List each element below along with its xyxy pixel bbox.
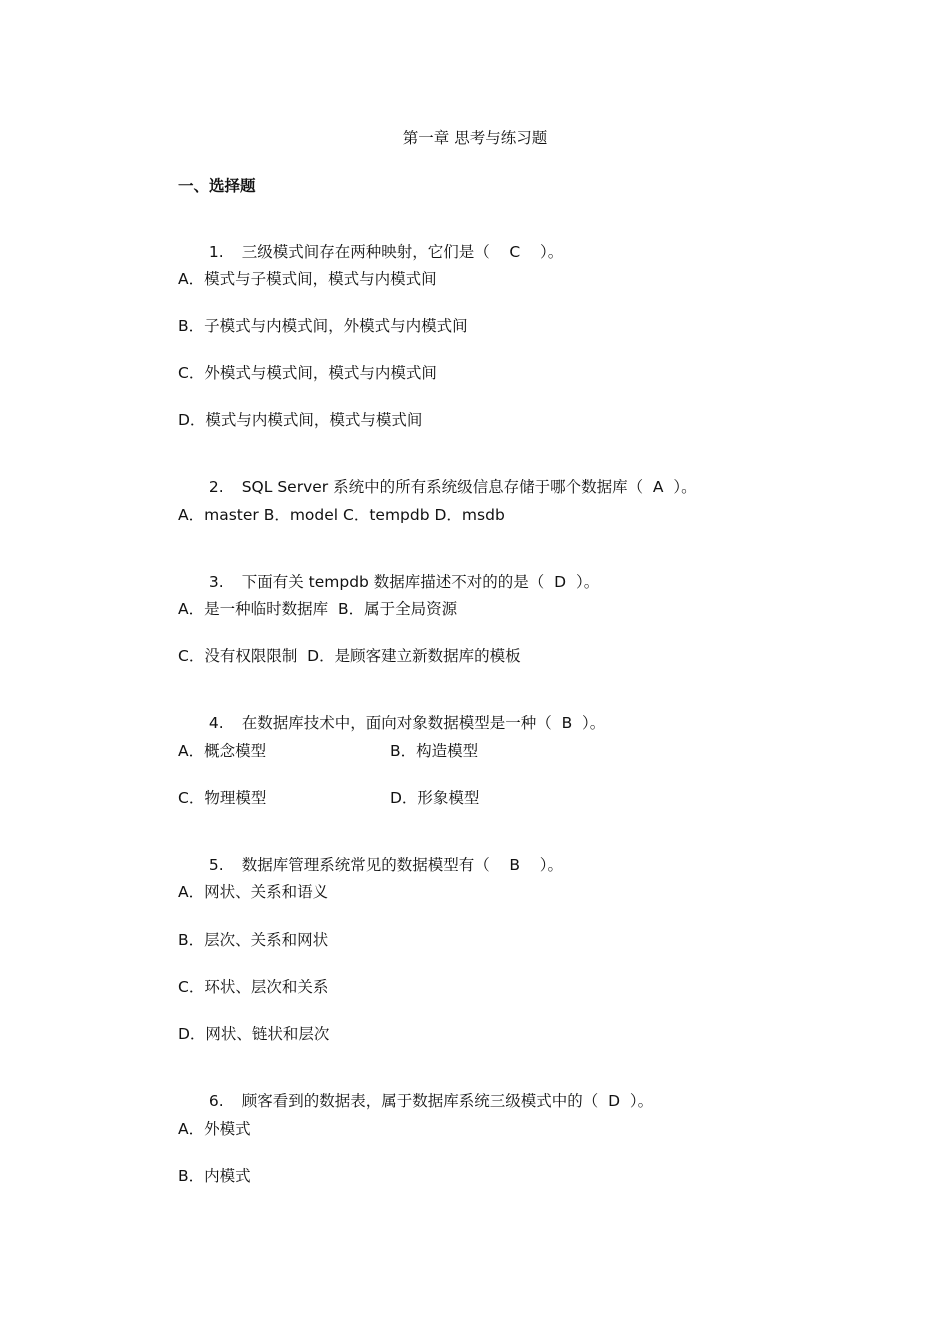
question-number: 4. xyxy=(208,714,224,732)
question-text: SQL Server 系统中的所有系统级信息存储于哪个数据库（ A ）。 xyxy=(241,478,697,496)
option-line: B．子模式与内模式间，外模式与内模式间 xyxy=(178,317,468,335)
question-number: 2. xyxy=(208,478,224,496)
question-text: 顾客看到的数据表，属于数据库系统三级模式中的（ D ）。 xyxy=(241,1092,654,1110)
option-line: B．层次、关系和网状 xyxy=(178,931,329,949)
option-line: A．master B．model C．tempdb D．msdb xyxy=(178,506,505,524)
option-line: C．外模式与模式间，模式与内模式间 xyxy=(178,364,437,382)
option-line: B．内模式 xyxy=(178,1167,251,1185)
option-line: A．外模式 xyxy=(178,1120,251,1138)
question-number: 1. xyxy=(208,243,224,261)
chapter-title: 第一章 思考与练习题 xyxy=(402,129,548,147)
option-line: C．没有权限限制 D．是顾客建立新数据库的模板 xyxy=(178,647,521,665)
option-line: A．模式与子模式间，模式与内模式间 xyxy=(178,270,437,288)
option-line: D．网状、链状和层次 xyxy=(178,1025,330,1043)
question-text: 三级模式间存在两种映射，它们是（ C ）。 xyxy=(241,243,564,261)
question-text: 数据库管理系统常见的数据模型有（ B ）。 xyxy=(241,856,564,874)
question-number: 6. xyxy=(208,1092,224,1110)
option-line: A．概念模型 xyxy=(178,742,267,760)
option-line: B．构造模型 xyxy=(390,742,479,760)
option-line: C．环状、层次和关系 xyxy=(178,978,329,996)
option-line: C．物理模型 xyxy=(178,789,267,807)
question-number: 3. xyxy=(208,573,224,591)
option-line: D．模式与内模式间，模式与模式间 xyxy=(178,411,423,429)
option-line: D．形象模型 xyxy=(390,789,480,807)
question-text: 在数据库技术中，面向对象数据模型是一种（ B ）。 xyxy=(241,714,606,732)
section-heading: 一、选择题 xyxy=(178,177,256,195)
question-number: 5. xyxy=(208,856,224,874)
option-line: A．网状、关系和语义 xyxy=(178,883,329,901)
question-text: 下面有关 tempdb 数据库描述不对的的是（ D ）。 xyxy=(241,573,600,591)
option-line: A．是一种临时数据库 B．属于全局资源 xyxy=(178,600,458,618)
